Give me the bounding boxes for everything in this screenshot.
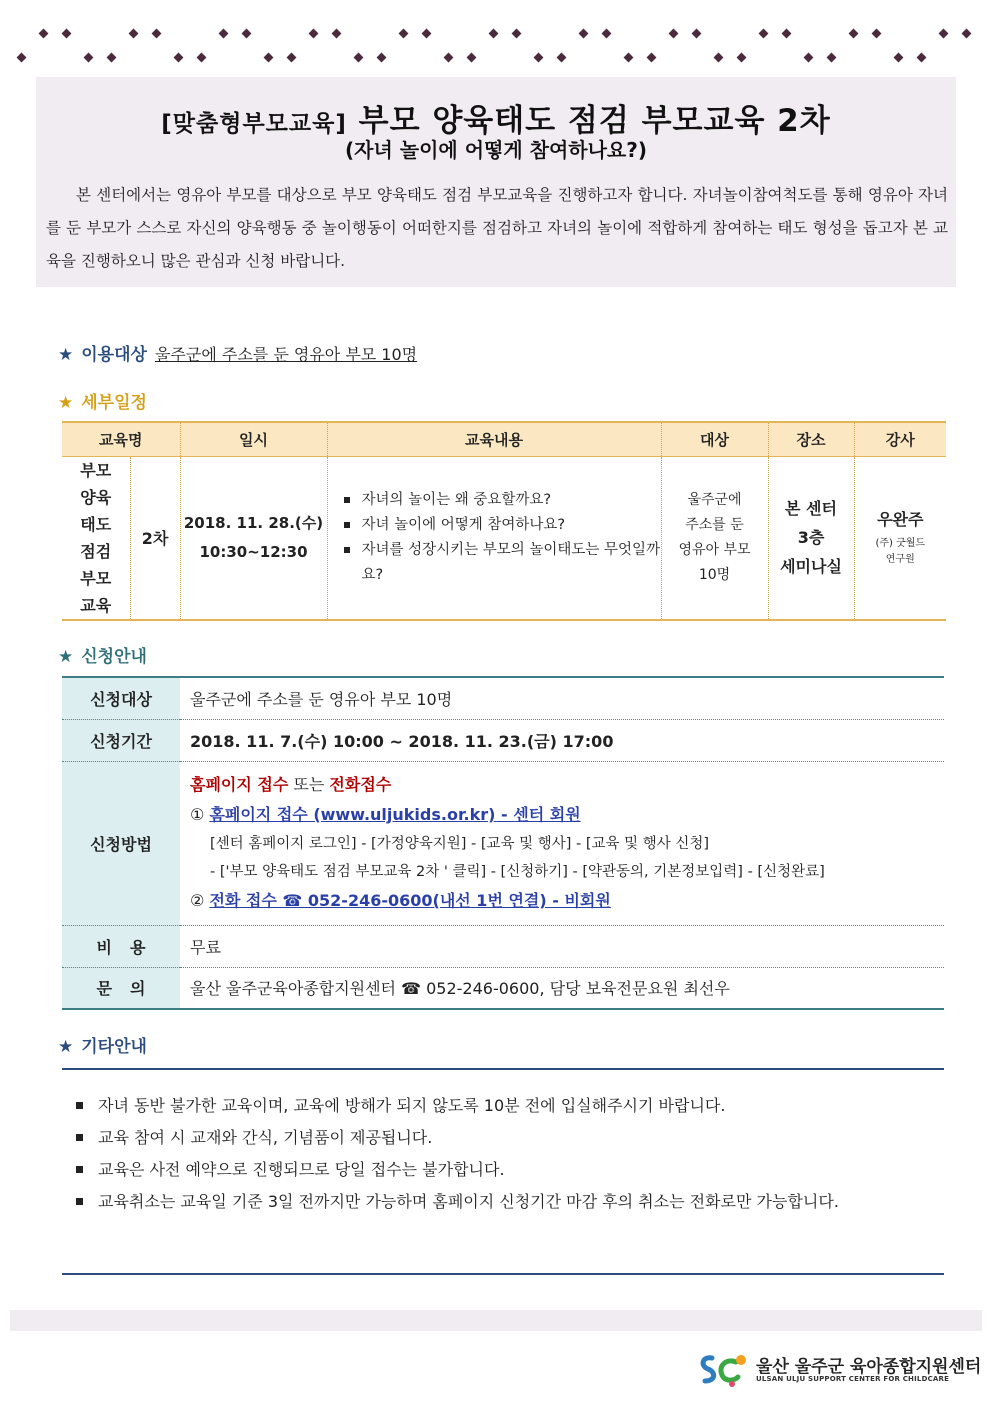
fee-label-text: 비용: [96, 937, 164, 957]
diamond-ornament: [557, 53, 567, 63]
apply-period-label: 신청기간: [62, 719, 180, 761]
list-item: 자녀의 놀이는 왜 중요할까요?: [340, 488, 661, 513]
edu-name-line: 양육: [80, 487, 112, 507]
diamond-ornament: [264, 53, 274, 63]
edu-name-line: 부모: [80, 460, 112, 480]
list-item: 교육은 사전 예약으로 진행되므로 당일 접수는 불가합니다.: [74, 1154, 938, 1186]
diamond-ornament: [467, 53, 477, 63]
contact-label-text: 문의: [96, 979, 164, 999]
diamond-ornament: [737, 53, 747, 63]
method-phone: 전화접수: [329, 775, 392, 794]
apply-label: 신청안내: [81, 647, 147, 667]
schedule-heading: [58, 388, 147, 413]
method-or: 또는: [288, 775, 330, 794]
edu-name-line: 교육: [80, 595, 112, 615]
diamond-ornament: [692, 29, 702, 39]
diamond-ornament: [624, 53, 634, 63]
table-row: [62, 677, 944, 719]
diamond-ornament: [242, 29, 252, 39]
misc-list: [74, 1090, 938, 1218]
target-line: 울주군에: [687, 491, 742, 508]
place-line: 3층: [797, 528, 825, 547]
diamond-ornament: [782, 29, 792, 39]
apply-heading: [58, 642, 147, 667]
apply-fee-value: 무료: [190, 937, 221, 957]
star-icon: ★: [58, 1037, 74, 1057]
diamond-ornament: [399, 29, 409, 39]
apply-fee-label: [62, 925, 180, 967]
teacher-name: 우완주: [877, 510, 924, 529]
col-header-name: 교육명: [62, 422, 180, 456]
schedule-table: [62, 421, 946, 621]
title-main-text: 부모 양육태도 점검 부모교육 2차: [358, 103, 831, 139]
diamond-ornament: [939, 29, 949, 39]
content-cell: [327, 456, 661, 620]
option-2-number: ②: [190, 891, 205, 910]
apply-contact-label: [62, 967, 180, 1009]
misc-label: 기타안내: [81, 1037, 147, 1057]
diamond-ornament: [152, 29, 162, 39]
table-row: [62, 967, 944, 1009]
schedule-label: 세부일정: [81, 393, 147, 413]
teacher-org-line: (주) 굿월드: [875, 538, 926, 549]
method-option-1: [190, 800, 944, 830]
star-icon: ★: [58, 647, 74, 667]
target-line: 10명: [698, 566, 731, 583]
star-icon: ★: [58, 345, 74, 365]
teacher-org-line: 연구원: [885, 554, 915, 565]
diamond-ornament: [107, 53, 117, 63]
table-row: [62, 925, 944, 967]
diamond-ornament: [759, 29, 769, 39]
page-subtitle: (자녀 놀이에 어떻게 참여하나요?): [345, 138, 647, 162]
apply-method-cell: [180, 761, 944, 925]
intro-paragraph: 본 센터에서는 영유아 부모를 대상으로 부모 양육태도 점검 부모교육을 진행하고자 합니다. 자녀놀이참여척도를 통해 영유아 자녀를 둔 부모가 스스로 자신의 양육행동 중 놀이행동이 어떠한지를 점검하고 자녀의 놀이에 적합하게 참여하는 태도 형성을 돕고자 본 교육을 진행하오니 많은 관심과 신청 바랍니다.: [46, 186, 948, 270]
target-cell: [661, 456, 768, 620]
list-item: 자녀 놀이에 어떻게 참여하나요?: [340, 513, 661, 538]
edu-name-line: 부모: [80, 568, 112, 588]
org-name: 울산 울주군 육아종합지원센터: [756, 1357, 982, 1377]
title-prefix: [맞춤형부모교육]: [161, 111, 347, 137]
diamond-ornament: [602, 29, 612, 39]
star-icon: ★: [58, 393, 74, 413]
target-line: 영유아 부모: [678, 541, 751, 558]
method-step-1: [센터 홈페이지 로그인] - [가정양육지원] - [교육 및 행사] - [교육 및 행사 신청]: [210, 836, 710, 852]
sc-logo-icon: [696, 1350, 752, 1390]
misc-heading: [58, 1032, 147, 1057]
place-line: 세미나실: [780, 557, 842, 576]
diamond-ornament: [62, 29, 72, 39]
col-header-date: 일시: [180, 422, 327, 456]
edu-name-line: 태도: [80, 514, 112, 534]
diamond-pattern: [0, 24, 992, 64]
diamond-ornament: [849, 29, 859, 39]
col-header-teacher: 강사: [854, 422, 946, 456]
apply-target-label: 신청대상: [62, 677, 180, 719]
col-header-place: 장소: [768, 422, 854, 456]
table-row: [62, 761, 944, 925]
diamond-ornament: [962, 29, 972, 39]
diamond-ornament: [512, 29, 522, 39]
homepage-link[interactable]: 홈페이지 접수 (www.uljukids.or.kr) - 센터 회원: [209, 805, 581, 824]
diamond-ornament: [39, 29, 49, 39]
teacher-org: [855, 536, 947, 568]
place-line: 본 센터: [785, 499, 837, 518]
diamond-ornament: [669, 29, 679, 39]
diamond-ornament: [219, 29, 229, 39]
diamond-ornament: [129, 29, 139, 39]
edu-name-cell: [62, 456, 130, 620]
table-row: [62, 719, 944, 761]
target-heading: [58, 340, 417, 365]
apply-table: [62, 676, 944, 1010]
target-value: 울주군에 주소를 둔 영유아 부모 10명: [154, 345, 418, 364]
diamond-ornament: [647, 53, 657, 63]
diamond-ornament: [579, 29, 589, 39]
date-cell: [180, 456, 327, 620]
misc-top-divider: [62, 1068, 944, 1070]
apply-method-label: 신청방법: [62, 761, 180, 925]
apply-period-value: 2018. 11. 7.(수) 10:00 ~ 2018. 11. 23.(금) 17:00: [190, 731, 614, 751]
diamond-ornament: [332, 29, 342, 39]
col-header-content: 교육내용: [327, 422, 661, 456]
method-step-2: - ['부모 양육태도 점검 부모교육 2차 ' 클릭] - [신청하기] - [약관동의, 기본정보입력] - [신청완료]: [210, 864, 825, 880]
content-list: [340, 488, 661, 588]
diamond-ornament: [714, 53, 724, 63]
diamond-ornament: [804, 53, 814, 63]
center-logo: [696, 1350, 982, 1390]
list-item: 자녀를 성장시키는 부모의 놀이태도는 무엇일까요?: [340, 538, 661, 588]
method-option-2: [190, 886, 944, 916]
diamond-ornament: [309, 29, 319, 39]
place-cell: [768, 456, 854, 620]
table-row: [62, 456, 946, 620]
diamond-ornament: [827, 53, 837, 63]
method-homepage: 홈페이지 접수: [190, 775, 289, 794]
diamond-ornament: [422, 29, 432, 39]
target-line: 주소를 둔: [685, 516, 744, 533]
edu-time: 10:30~12:30: [199, 542, 308, 561]
org-name-en: ULSAN ULJU SUPPORT CENTER FOR CHILDCARE: [756, 1375, 950, 1383]
option-1-number: ①: [190, 805, 205, 824]
apply-contact-value: 울산 울주군육아종합지원센터 ☎ 052-246-0600, 담당 보육전문요원 최선우: [190, 979, 730, 999]
diamond-ornament: [917, 53, 927, 63]
diamond-ornament: [872, 29, 882, 39]
diamond-ornament: [894, 53, 904, 63]
teacher-cell: [854, 456, 946, 620]
schedule-header-row: [62, 422, 946, 456]
diamond-ornament: [444, 53, 454, 63]
round-cell: 2차: [130, 456, 180, 620]
diamond-ornament: [534, 53, 544, 63]
list-item: 교육취소는 교육일 기준 3일 전까지만 가능하며 홈페이지 신청기간 마감 후의 취소는 전화로만 가능합니다.: [74, 1186, 938, 1218]
list-item: 자녀 동반 불가한 교육이며, 교육에 방해가 되지 않도록 10분 전에 입실해주시기 바랍니다.: [74, 1090, 938, 1122]
phone-link[interactable]: 전화 접수 ☎ 052-246-0600(내선 1번 연결) - 비회원: [209, 891, 611, 910]
method-headline: [190, 770, 944, 800]
diamond-ornament: [377, 53, 387, 63]
misc-bottom-divider: [62, 1273, 944, 1275]
diamond-ornament: [354, 53, 364, 63]
diamond-ornament: [84, 53, 94, 63]
diamond-ornament: [287, 53, 297, 63]
diamond-ornament: [17, 53, 27, 63]
edu-name-line: 점검: [80, 541, 112, 561]
col-header-target: 대상: [661, 422, 768, 456]
diamond-ornament: [197, 53, 207, 63]
footer-band: [10, 1310, 982, 1331]
edu-date: 2018. 11. 28.(수): [183, 513, 324, 532]
apply-target-value: 울주군에 주소를 둔 영유아 부모 10명: [190, 689, 453, 709]
target-label: 이용대상: [81, 345, 147, 365]
diamond-ornament: [174, 53, 184, 63]
header-box: [36, 77, 956, 287]
diamond-ornament: [489, 29, 499, 39]
list-item: 교육 참여 시 교재와 간식, 기념품이 제공됩니다.: [74, 1122, 938, 1154]
